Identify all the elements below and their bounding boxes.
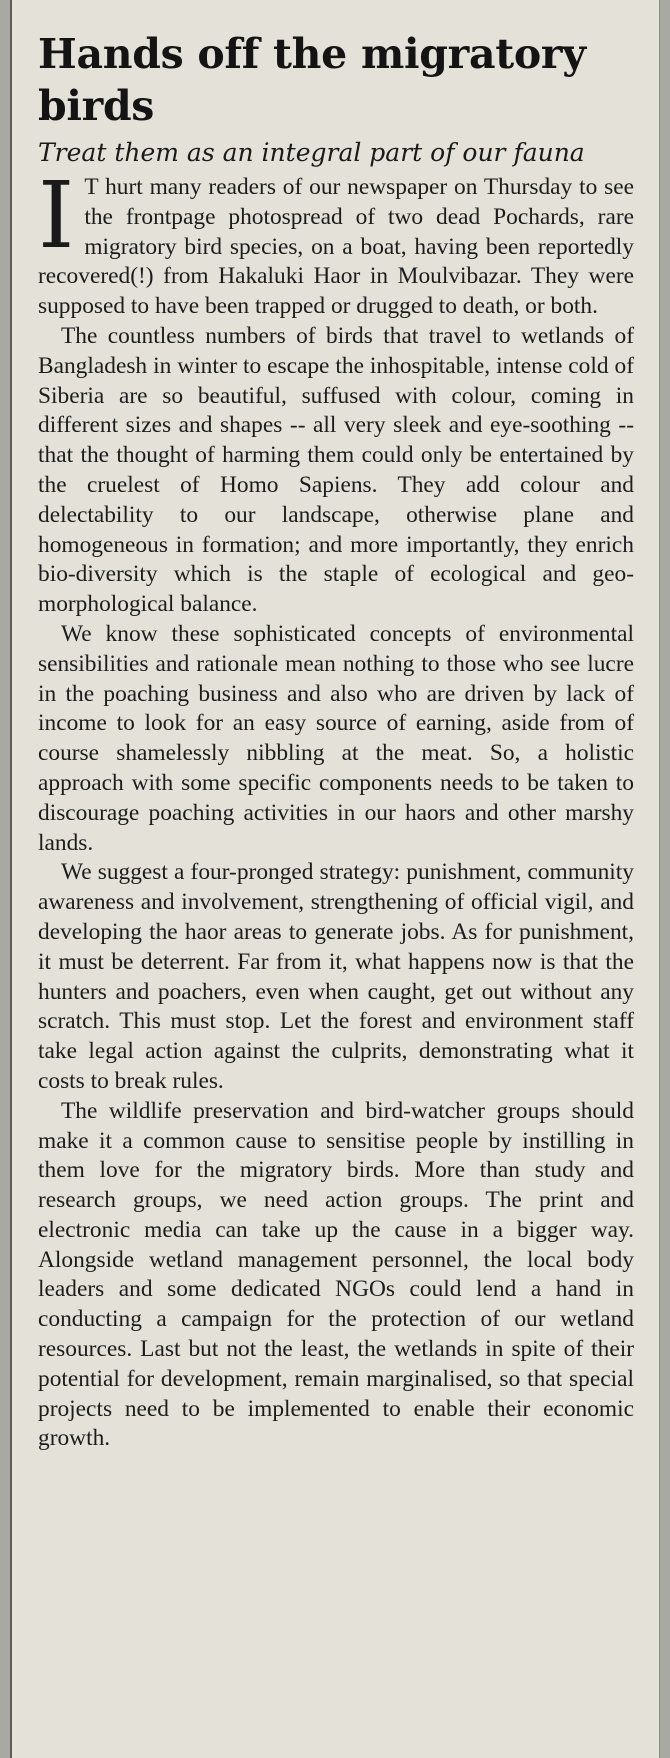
newspaper-clipping [10, 0, 660, 1758]
drop-cap: I [38, 162, 75, 269]
paragraph-2: The countless numbers of birds that travel to wetlands of Bangladesh in winter to escape the inhospitable, intense cold of Siberia are so beautiful, suffused with colour, coming in different sizes and shapes -- all very sleek and eye-soothing -- that the thought of harming them could only be entertained by the cruelest of Homo Sapiens. They add colour and delectability to our landscape, otherwise plane and homogeneous in formation; and more importantly, they enrich bio-diversity which is the staple of ecological and geo-morphological balance. [38, 322, 634, 618]
paragraph-3: We know these sophisticated concepts of environmental sensibilities and rationale mean nothing to those who see lucre in the poaching business and also who are driven by lack of income to look for an easy source of earning, aside from of course shamelessly nibbling at the meat. So, a holistic approach with some specific components needs to be taken to discourage poaching activities in our haors and other marshy lands. [38, 620, 634, 856]
paragraph-5: The wildlife preservation and bird-watcher groups should make it a common cause to sensitise people by instilling in them love for the migratory birds. More than study and research groups, we need action groups. The print and electronic media can take up the cause in a bigger way. Alongside wetland management personnel, the local body leaders and some dedicated NGOs could lend a hand in conducting a campaign for the protection of our wetland resources. Last but not the least, the wetlands in spite of their potential for development, remain marginalised, so that special projects need to be implemented to enable their economic growth. [38, 1097, 634, 1452]
article-body [38, 162, 634, 1454]
headline: Hands off the migratory birds [38, 30, 586, 130]
paragraph-1-text: T hurt many readers of our newspaper on Thursday to see the frontpage photospread of two dead Pochards, rare migratory bird species, on a boat, having been reportedly recovered(!) from Hakaluki Haor in Moulvibazar. They were supposed to have been trapped or drugged to death, or both. [38, 174, 634, 320]
paragraph-1 [38, 162, 634, 322]
paragraph-4: We suggest a four-pronged strategy: punishment, community awareness and involvement, strengthening of official vigil, and developing the haor areas to generate jobs. As for punishment, it must be deterrent. Far from it, what happens now is that the hunters and poachers, even when caught, get out without any scratch. This must stop. Let the forest and environment staff take legal action against the culprits, demonstrating what it costs to break rules. [38, 859, 634, 1094]
subheadline: Treat them as an integral part of our fauna [38, 138, 585, 167]
editorial-article [38, 28, 634, 1454]
